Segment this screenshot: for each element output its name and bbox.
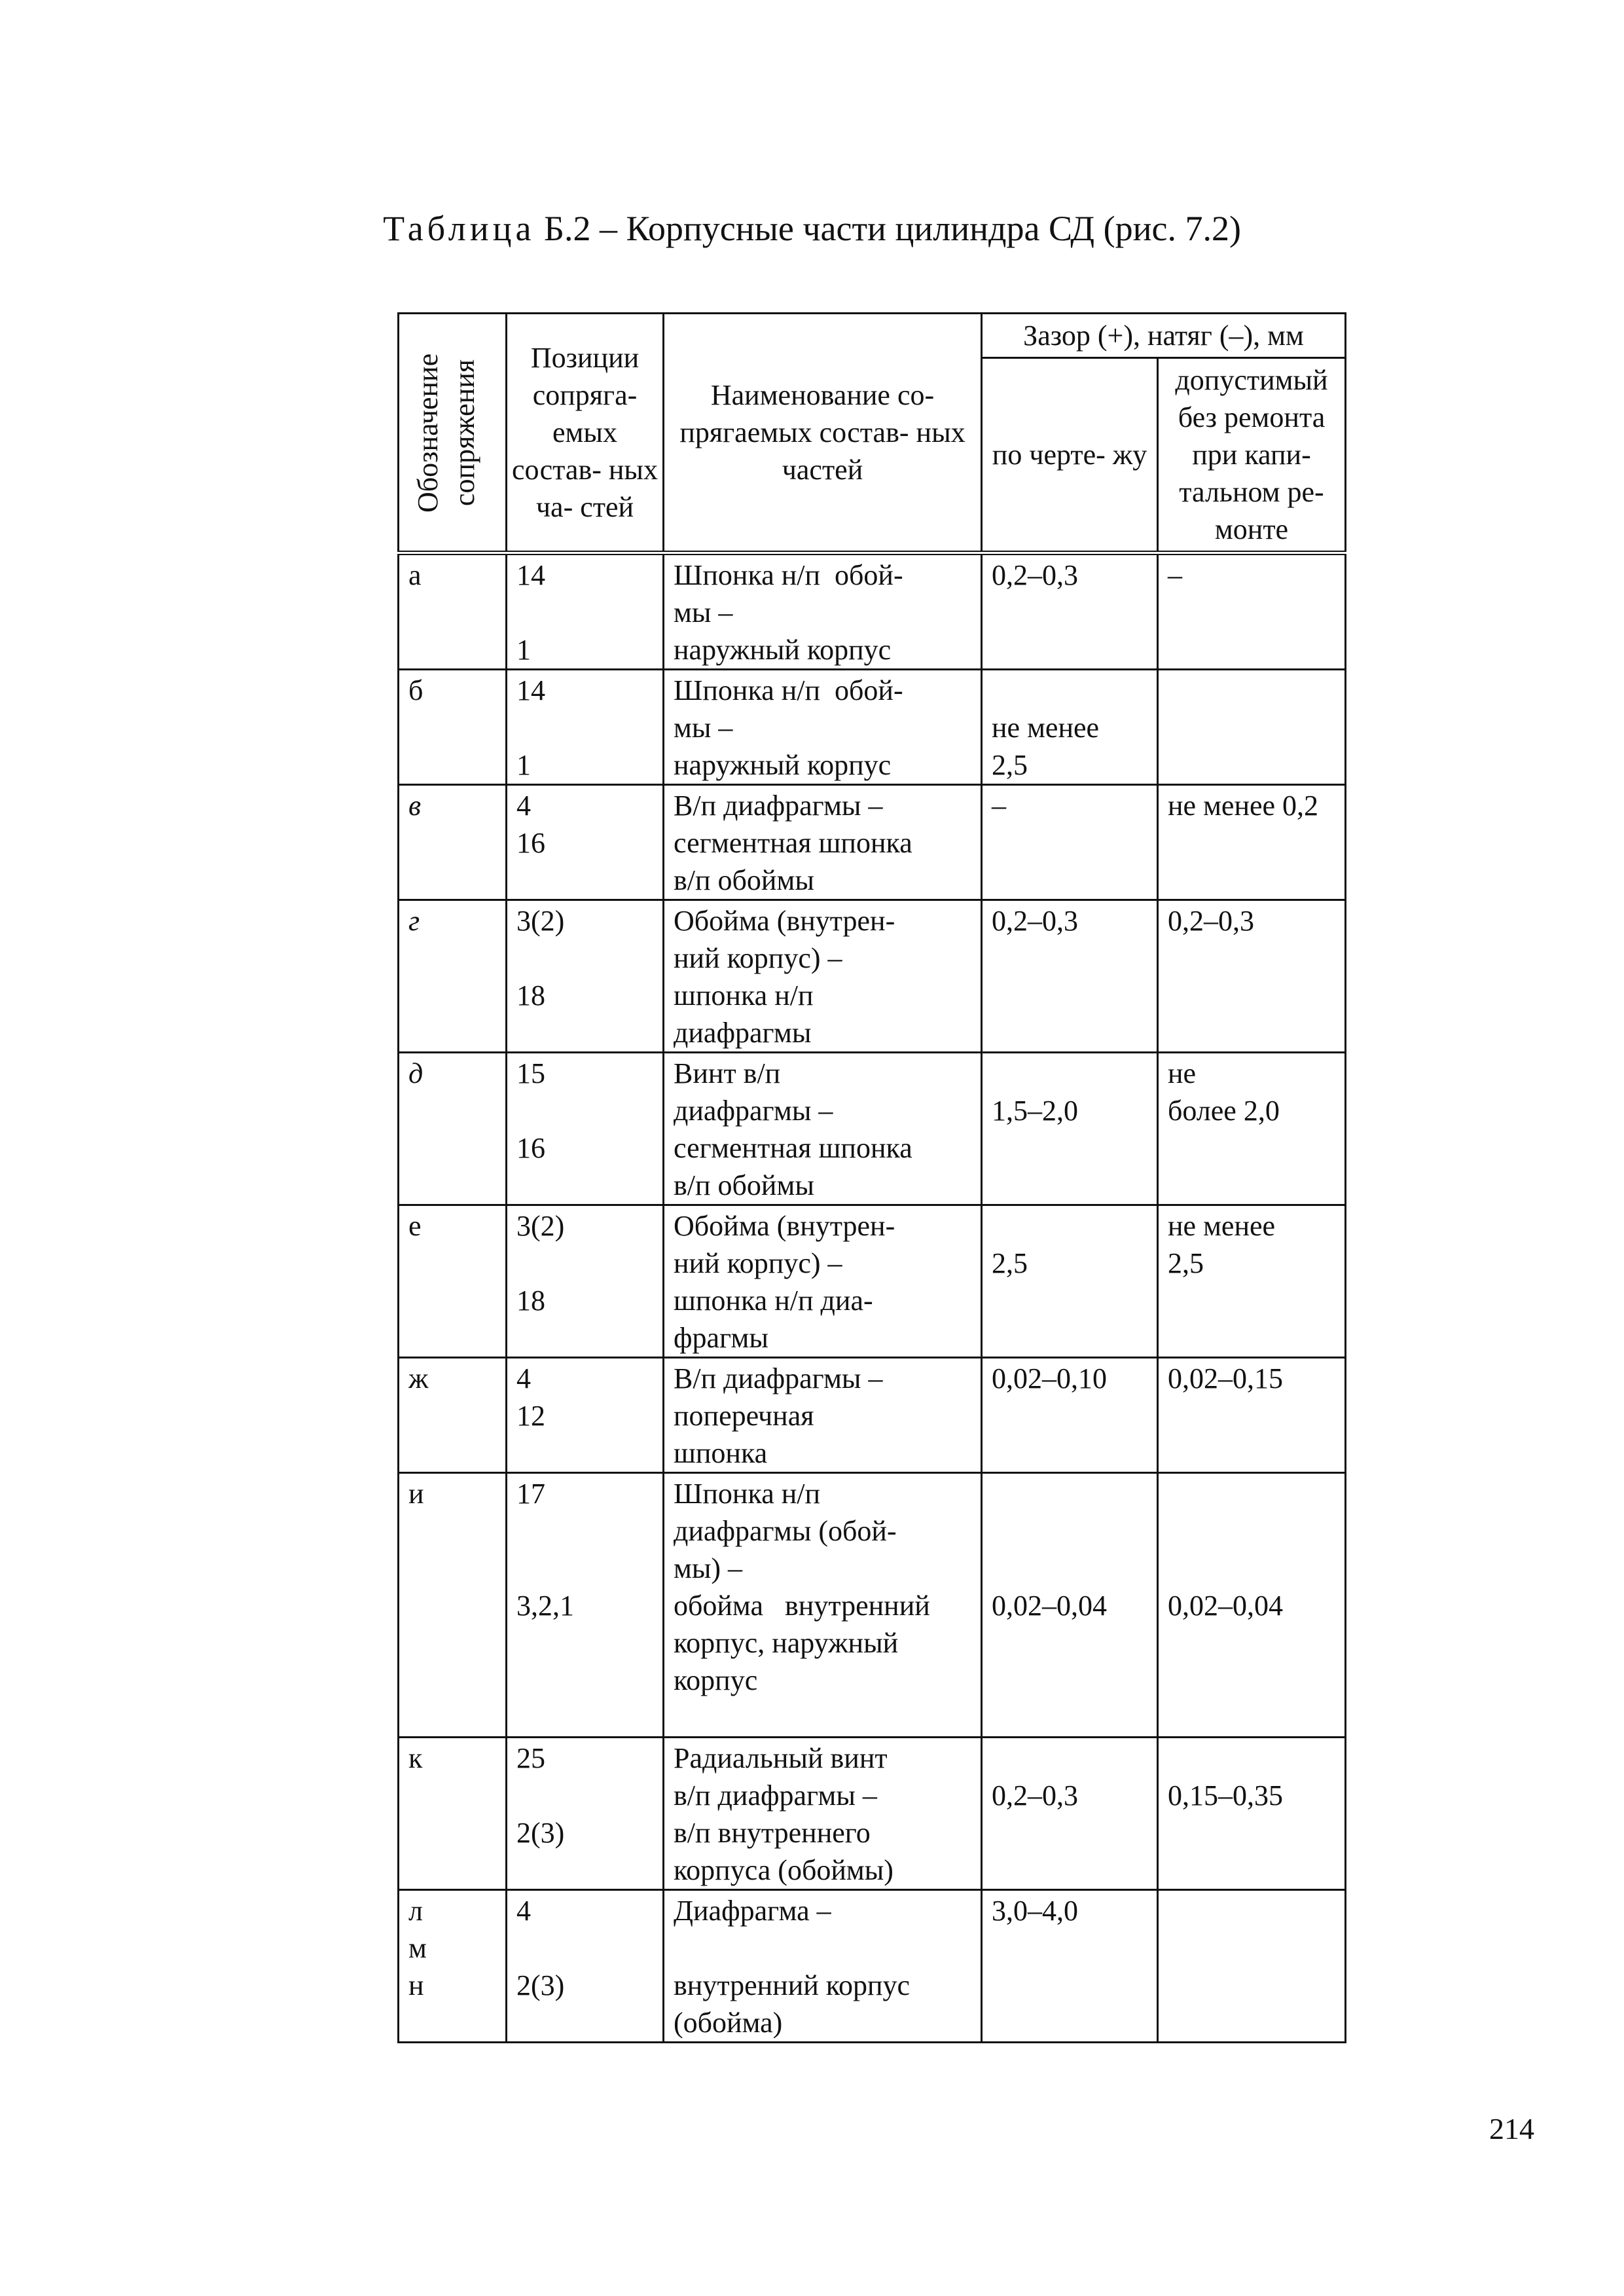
cell-line: диафрагмы [674, 1017, 812, 1049]
cell-name [664, 1053, 982, 1205]
cell-line: Обойма (внутрен- [674, 1210, 895, 1242]
cell-positions [507, 1358, 664, 1473]
cell-positions [507, 900, 664, 1053]
cell-designation [399, 1473, 507, 1738]
cell-line: в/п внутреннего [674, 1817, 871, 1849]
cell-line [1168, 1167, 1341, 1204]
cell-positions [507, 1738, 664, 1890]
cell-line [992, 631, 1153, 668]
cell-line: 2,5 [992, 1247, 1028, 1279]
cell-line: диафрагмы (обой- [674, 1515, 897, 1547]
cell-line [992, 1929, 1153, 1967]
cell-line: 3,0–4,0 [992, 1895, 1078, 1927]
cell-allowable [1158, 785, 1346, 900]
cell-name [664, 900, 982, 1053]
cell-line: – [992, 790, 1006, 822]
cell-line [408, 824, 501, 862]
cell-line: 0,2–0,3 [992, 559, 1078, 591]
cell-line [408, 1699, 501, 1736]
cell-line: в [408, 790, 422, 822]
cell-line: 3,2,1 [516, 1590, 574, 1622]
header-by-drawing: по черте- жу [982, 358, 1158, 553]
cell-line [1168, 939, 1341, 977]
cell-line [992, 862, 1153, 899]
table-row [399, 1473, 1346, 1738]
cell-line: Шпонка н/п обой- [674, 559, 903, 591]
cell-line [1168, 1319, 1341, 1357]
cell-allowable [1158, 900, 1346, 1053]
cell-line [516, 2004, 659, 2041]
cell-line [408, 1092, 501, 1129]
cell-line: 2(3) [516, 1969, 565, 2001]
cell-line [992, 1662, 1153, 1699]
cell-name [664, 1358, 982, 1473]
cell-line [674, 1699, 977, 1736]
cell-designation [399, 1890, 507, 2043]
cell-line: поперечная [674, 1400, 814, 1432]
cell-line [1168, 1967, 1341, 2004]
cell-line [408, 709, 501, 746]
cell-line: е [408, 1210, 422, 1242]
cell-line: 4 [516, 1895, 531, 1927]
cell-line: б [408, 674, 424, 706]
cell-line: 0,15–0,35 [1168, 1779, 1283, 1812]
cell-drawing [982, 785, 1158, 900]
cell-drawing [982, 553, 1158, 670]
cell-line [992, 1434, 1153, 1472]
cell-line: мы – [674, 596, 733, 629]
cell-line: не менее 0,2 [1168, 790, 1319, 822]
cell-line [1168, 1282, 1341, 1319]
header-name: Наименование со- прягаемых состав- ных частей [664, 314, 982, 553]
cell-line: 4 [516, 1362, 531, 1394]
cell-positions [507, 670, 664, 785]
cell-drawing [982, 1890, 1158, 2043]
cell-allowable [1158, 553, 1346, 670]
cell-line: В/п диафрагмы – [674, 1362, 883, 1394]
cell-line [516, 1624, 659, 1662]
cell-line [408, 1587, 501, 1624]
cell-line: сегментная шпонка [674, 827, 912, 859]
cell-line: 15 [516, 1057, 545, 1089]
cell-line [516, 1512, 659, 1550]
cell-line [408, 1129, 501, 1167]
cell-line: внутренний корпус [674, 1969, 911, 2001]
cell-line [1168, 862, 1341, 899]
cell-line: в/п обоймы [674, 864, 814, 896]
cell-line [992, 939, 1153, 977]
table-row [399, 900, 1346, 1053]
cell-line: н [408, 1969, 424, 2001]
header-gap-group: Зазор (+), натяг (–), мм [982, 314, 1346, 358]
cell-line: 14 [516, 674, 545, 706]
cell-line: 0,02–0,04 [1168, 1590, 1283, 1622]
cell-line [408, 1624, 501, 1662]
mating-parts-table [397, 312, 1346, 2043]
cell-line [408, 1851, 501, 1889]
cell-line: мы) – [674, 1552, 743, 1584]
cell-line [992, 1319, 1153, 1357]
cell-line: 3(2) [516, 905, 565, 937]
cell-line [516, 594, 659, 631]
cell-line: диафрагмы – [674, 1095, 833, 1127]
cell-line [992, 1851, 1153, 1889]
cell-line [1168, 2004, 1341, 2041]
cell-line [1168, 1434, 1341, 1472]
cell-line: шпонка [674, 1437, 768, 1469]
cell-line: 1,5–2,0 [992, 1095, 1078, 1127]
cell-designation [399, 785, 507, 900]
cell-line [516, 1550, 659, 1587]
cell-name [664, 553, 982, 670]
cell-line: в/п диафрагмы – [674, 1779, 877, 1812]
cell-designation [399, 900, 507, 1053]
cell-line [408, 594, 501, 631]
table-row [399, 785, 1346, 900]
table-row [399, 553, 1346, 670]
cell-line: 0,2–0,3 [992, 1779, 1078, 1812]
cell-line [408, 2004, 501, 2041]
cell-line: 0,02–0,10 [992, 1362, 1107, 1394]
cell-line: не менее [1168, 1210, 1276, 1242]
cell-line [992, 1207, 1153, 1245]
cell-line [992, 2004, 1153, 2041]
cell-line [516, 1851, 659, 1889]
cell-line [992, 1282, 1153, 1319]
cell-drawing [982, 1358, 1158, 1473]
cell-line [992, 1167, 1153, 1204]
cell-line: м [408, 1932, 427, 1964]
cell-line [1168, 1512, 1341, 1550]
table-row [399, 1205, 1346, 1358]
cell-allowable [1158, 670, 1346, 785]
cell-name [664, 670, 982, 785]
cell-line [1168, 1740, 1341, 1777]
cell-positions [507, 1053, 664, 1205]
cell-line [1168, 1397, 1341, 1434]
cell-line: и [408, 1478, 424, 1510]
cell-line [992, 1512, 1153, 1550]
cell-designation [399, 1738, 507, 1890]
cell-line [992, 1967, 1153, 2004]
cell-line: 1 [516, 749, 531, 781]
table-row [399, 1890, 1346, 2043]
cell-line [1168, 746, 1341, 784]
page-number: 214 [1489, 2112, 1534, 2145]
table-row [399, 670, 1346, 785]
cell-line [992, 1055, 1153, 1092]
table-title [0, 208, 1624, 249]
cell-line [992, 1740, 1153, 1777]
cell-line: 3(2) [516, 1210, 565, 1242]
cell-line [408, 746, 501, 784]
cell-line [408, 1245, 501, 1282]
cell-line [992, 1014, 1153, 1051]
cell-line [1168, 977, 1341, 1014]
cell-line [1168, 672, 1341, 709]
cell-line: (обойма) [674, 2007, 783, 2039]
cell-line: 0,2–0,3 [992, 905, 1078, 937]
cell-line: Винт в/п [674, 1057, 781, 1089]
cell-line [516, 1092, 659, 1129]
cell-line: мы – [674, 712, 733, 744]
cell-designation [399, 553, 507, 670]
cell-line [1168, 1929, 1341, 1967]
cell-line: фрагмы [674, 1322, 768, 1354]
cell-line [992, 824, 1153, 862]
cell-positions [507, 553, 664, 670]
cell-line: к [408, 1742, 423, 1774]
cell-line: л [408, 1895, 423, 1927]
cell-line: обойма внутренний [674, 1590, 930, 1622]
cell-positions [507, 1473, 664, 1738]
cell-line: в/п обоймы [674, 1169, 814, 1201]
cell-line [1168, 1699, 1341, 1736]
cell-line: ж [408, 1362, 429, 1394]
cell-line [408, 1282, 501, 1319]
cell-line [408, 1550, 501, 1587]
cell-line [992, 1129, 1153, 1167]
cell-line: д [408, 1057, 424, 1089]
cell-positions [507, 785, 664, 900]
cell-allowable [1158, 1358, 1346, 1473]
cell-allowable [1158, 1205, 1346, 1358]
cell-line [408, 862, 501, 899]
cell-line [1168, 1892, 1341, 1929]
cell-line: корпуса (обоймы) [674, 1854, 893, 1886]
header-allowable: допустимый без ремонта при капи- тальном ре- монте [1158, 358, 1346, 553]
cell-line: шпонка н/п [674, 979, 814, 1011]
cell-name [664, 1473, 982, 1738]
cell-line [1168, 1624, 1341, 1662]
cell-line: 12 [516, 1400, 545, 1432]
cell-allowable [1158, 1473, 1346, 1738]
cell-line [674, 1929, 977, 1967]
cell-line [992, 1397, 1153, 1434]
cell-drawing [982, 900, 1158, 1053]
table-row [399, 1053, 1346, 1205]
cell-line [1168, 709, 1341, 746]
cell-line: 4 [516, 790, 531, 822]
cell-line [516, 1662, 659, 1699]
table-title-lead: Таблица [383, 209, 535, 248]
cell-line [992, 594, 1153, 631]
cell-line [1168, 1129, 1341, 1167]
cell-allowable [1158, 1890, 1346, 2043]
cell-line [516, 1245, 659, 1282]
cell-line: 0,02–0,15 [1168, 1362, 1283, 1394]
cell-positions [507, 1890, 664, 2043]
cell-line: г [408, 905, 420, 937]
cell-line: не менее [992, 712, 1100, 744]
cell-line [1168, 1550, 1341, 1587]
cell-line [992, 1624, 1153, 1662]
cell-name [664, 785, 982, 900]
cell-line: 1 [516, 634, 531, 666]
cell-line [408, 1777, 501, 1814]
cell-line [408, 1397, 501, 1434]
cell-line: наружный корпус [674, 634, 892, 666]
cell-line: – [1168, 559, 1182, 591]
cell-line [992, 1475, 1153, 1512]
table-row [399, 1358, 1346, 1473]
cell-line: ний корпус) – [674, 1247, 842, 1279]
cell-drawing [982, 1473, 1158, 1738]
cell-line: 16 [516, 827, 545, 859]
cell-name [664, 1738, 982, 1890]
header-designation [399, 314, 507, 553]
cell-line: 17 [516, 1478, 545, 1510]
cell-line: 14 [516, 559, 545, 591]
cell-line: а [408, 559, 422, 591]
cell-line [1168, 631, 1341, 668]
cell-line [992, 1699, 1153, 1736]
cell-designation [399, 670, 507, 785]
cell-line: 2(3) [516, 1817, 565, 1849]
cell-drawing [982, 1738, 1158, 1890]
cell-line [516, 1014, 659, 1051]
cell-allowable [1158, 1053, 1346, 1205]
cell-line [992, 672, 1153, 709]
cell-line: ний корпус) – [674, 942, 842, 974]
cell-line [1168, 1014, 1341, 1051]
cell-line [1168, 1851, 1341, 1889]
cell-line [1168, 1814, 1341, 1851]
header-designation-text: Обозначение сопряжения [412, 352, 480, 513]
cell-line [516, 1699, 659, 1736]
cell-line [408, 977, 501, 1014]
cell-line [516, 1319, 659, 1357]
cell-line [408, 1014, 501, 1051]
cell-line [408, 1167, 501, 1204]
cell-line: 25 [516, 1742, 545, 1774]
cell-name [664, 1205, 982, 1358]
cell-line [1168, 594, 1341, 631]
cell-line: 18 [516, 979, 545, 1011]
cell-designation [399, 1053, 507, 1205]
cell-line [516, 862, 659, 899]
cell-positions [507, 1205, 664, 1358]
cell-line: 0,02–0,04 [992, 1590, 1107, 1622]
cell-line [408, 939, 501, 977]
cell-line [408, 1319, 501, 1357]
table-title-rest: Б.2 – Корпусные части цилиндра СД (рис. 7.2) [544, 209, 1241, 248]
cell-line [1168, 1662, 1341, 1699]
cell-line: корпус [674, 1664, 758, 1696]
cell-drawing [982, 670, 1158, 785]
cell-line [992, 1814, 1153, 1851]
cell-line: сегментная шпонка [674, 1132, 912, 1164]
table-body [399, 553, 1346, 2043]
header-positions: Позиции сопряга- емых состав- ных ча- стей [507, 314, 664, 553]
cell-drawing [982, 1205, 1158, 1358]
cell-line: наружный корпус [674, 749, 892, 781]
cell-line: В/п диафрагмы – [674, 790, 883, 822]
cell-line [408, 631, 501, 668]
cell-line: Радиальный винт [674, 1742, 888, 1774]
cell-line: Шпонка н/п обой- [674, 674, 903, 706]
cell-line: 2,5 [1168, 1247, 1204, 1279]
cell-allowable [1158, 1738, 1346, 1890]
cell-line: 2,5 [992, 749, 1028, 781]
cell-line: Обойма (внутрен- [674, 905, 895, 937]
cell-name [664, 1890, 982, 2043]
cell-line [408, 1814, 501, 1851]
cell-line [1168, 1475, 1341, 1512]
cell-line [408, 1662, 501, 1699]
cell-line [1168, 824, 1341, 862]
cell-line: 16 [516, 1132, 545, 1164]
cell-line: более 2,0 [1168, 1095, 1280, 1127]
cell-line: Диафрагма – [674, 1895, 831, 1927]
cell-line: шпонка н/п диа- [674, 1285, 873, 1317]
cell-line [992, 1550, 1153, 1587]
table-row [399, 1738, 1346, 1890]
cell-line: корпус, наружный [674, 1627, 899, 1659]
cell-line [516, 1167, 659, 1204]
cell-line: 0,2–0,3 [1168, 905, 1254, 937]
cell-line [992, 977, 1153, 1014]
cell-designation [399, 1358, 507, 1473]
cell-line [516, 939, 659, 977]
cell-line: не [1168, 1057, 1197, 1089]
cell-line [516, 1434, 659, 1472]
cell-line [408, 1434, 501, 1472]
cell-line [408, 1512, 501, 1550]
cell-line [516, 1929, 659, 1967]
cell-line: Шпонка н/п [674, 1478, 821, 1510]
cell-line [516, 709, 659, 746]
cell-drawing [982, 1053, 1158, 1205]
cell-line: 18 [516, 1285, 545, 1317]
cell-designation [399, 1205, 507, 1358]
cell-line [516, 1777, 659, 1814]
